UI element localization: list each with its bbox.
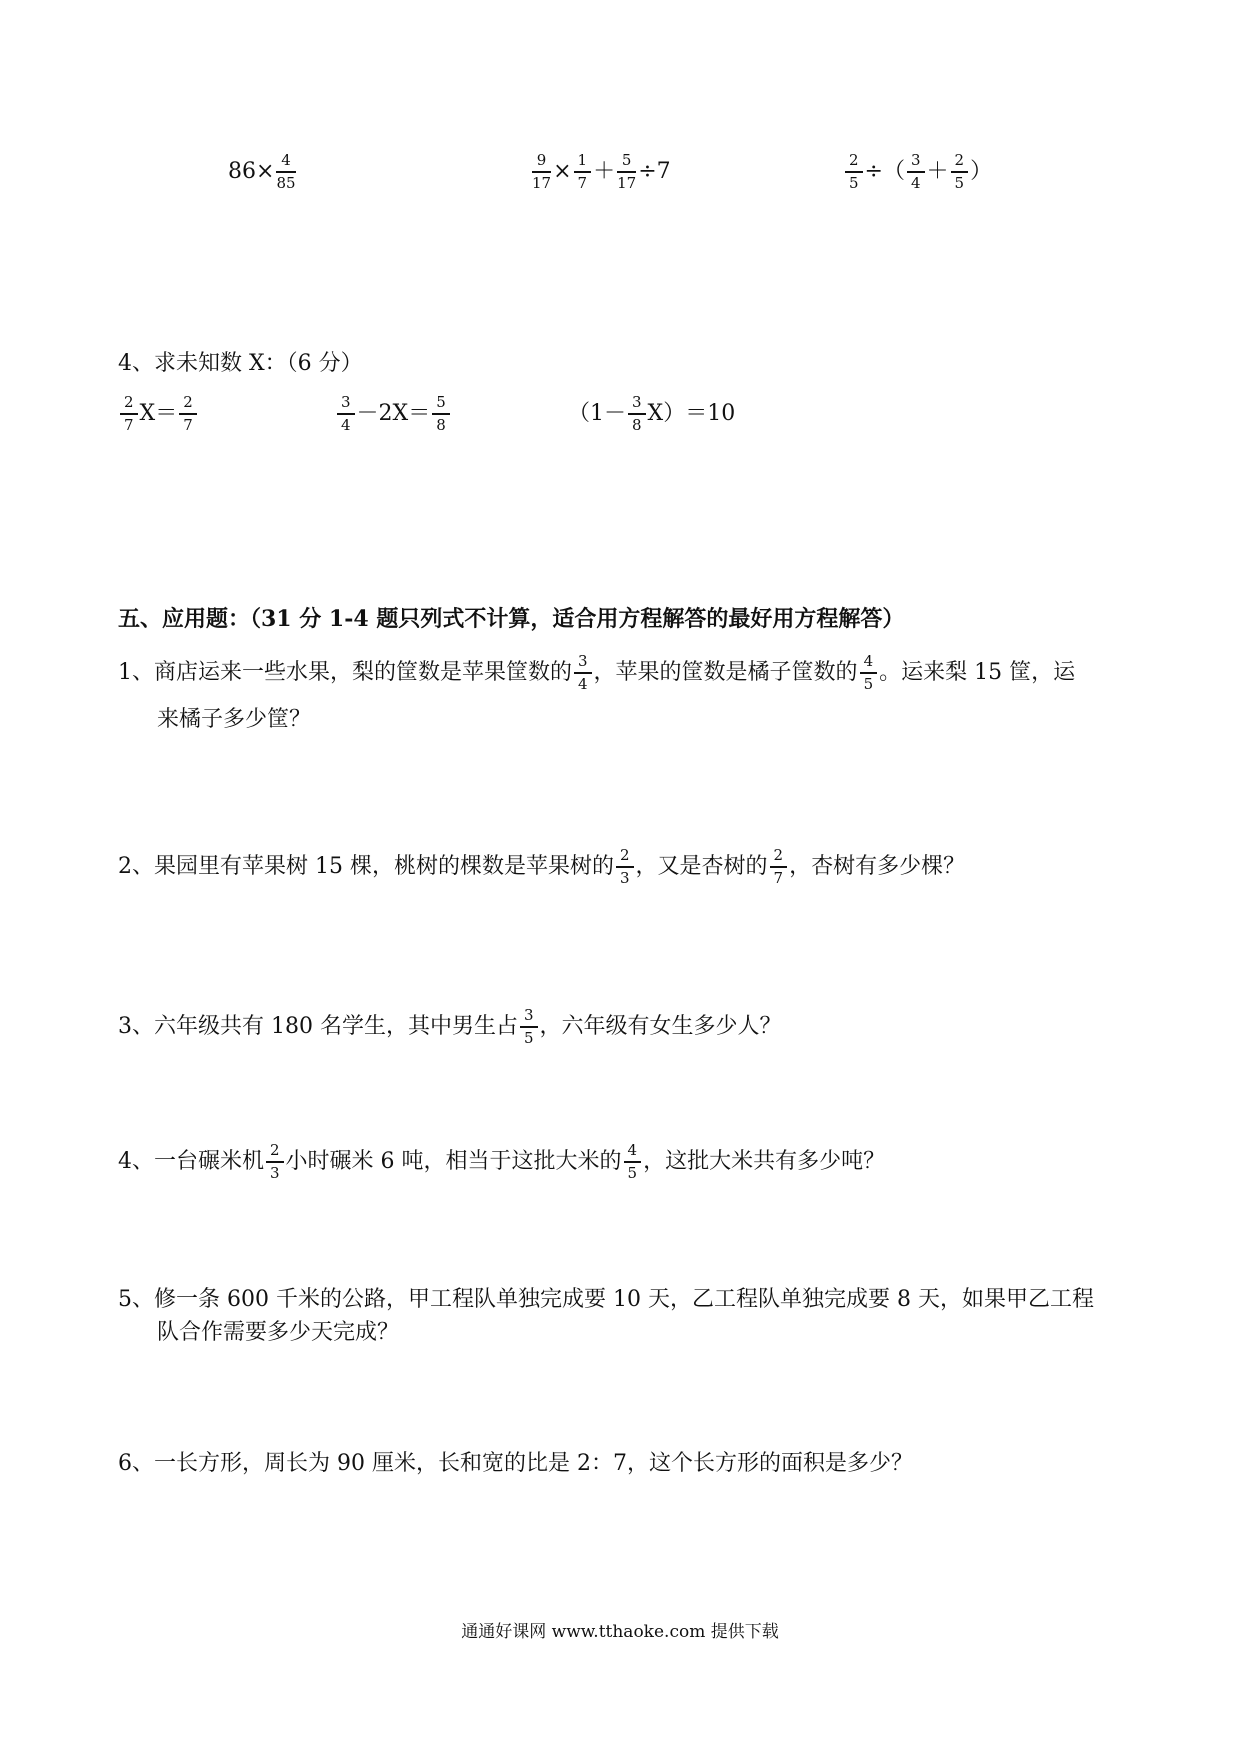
- equation-2: $\frac{3}{4}$ －2X＝ $\frac{5}{8}$: [335, 394, 452, 434]
- question-6: 6、一长方形，周长为 90 厘米，长和宽的比是 2：7，这个长方形的面积是多少？: [118, 1451, 913, 1476]
- question-5-line-2: 队合作需要多少天完成？: [157, 1320, 400, 1345]
- equation-3: （1－ $\frac{3}{8}$ X）＝10: [568, 393, 736, 434]
- calc-expression-2: $\frac{9}{17}$ × $\frac{1}{7}$ ＋ $\frac{5}{17}$ ÷7: [532, 151, 671, 192]
- question-2: 2、果园里有苹果树 15 棵，桃树的棵数是苹果树的 $\frac{2}{3}$ ，又是杏树的 $\frac{2}{7}$ ，杏树有多少棵？: [118, 846, 966, 887]
- section-4-title: 4、求未知数 X：（6 分）: [118, 351, 363, 376]
- calc-expression-3: $\frac{2}{5}$ ÷（ $\frac{3}{4}$ ＋ $\frac{2}{5}$ ）: [843, 152, 992, 192]
- question-3: 3、六年级共有 180 名学生，其中男生占 $\frac{3}{5}$ ，六年级有女生多少人？: [118, 1006, 782, 1047]
- question-5-line-1: 5、修一条 600 千米的公路，甲工程队单独完成要 10 天，乙工程队单独完成要 8 天，如果甲乙工程: [118, 1287, 1094, 1312]
- equation-1: $\frac{2}{7}$ X＝ $\frac{2}{7}$: [118, 394, 199, 434]
- question-4: 4、一台碾米机 $\frac{2}{3}$ 小时碾米 6 吨，相当于这批大米的 $\frac{4}{5}$ ，这批大米共有多少吨？: [118, 1141, 886, 1182]
- question-1-line-2: 来橘子多少筐？: [157, 707, 312, 732]
- section-5-title: 五、应用题：（31 分 1-4 题只列式不计算，适合用方程解答的最好用方程解答）: [118, 606, 905, 632]
- question-1-line-1: 1、商店运来一些水果，梨的筐数是苹果筐数的 $\frac{3}{4}$ ，苹果的筐数是橘子筐数的 $\frac{4}{5}$ 。运来梨 15 筐，运: [118, 652, 1076, 693]
- calc-expression-1: 86× $\frac{4}{85}$: [228, 151, 296, 192]
- page-footer: 通通好课网 www.tthaoke.com 提供下载: [461, 1622, 779, 1642]
